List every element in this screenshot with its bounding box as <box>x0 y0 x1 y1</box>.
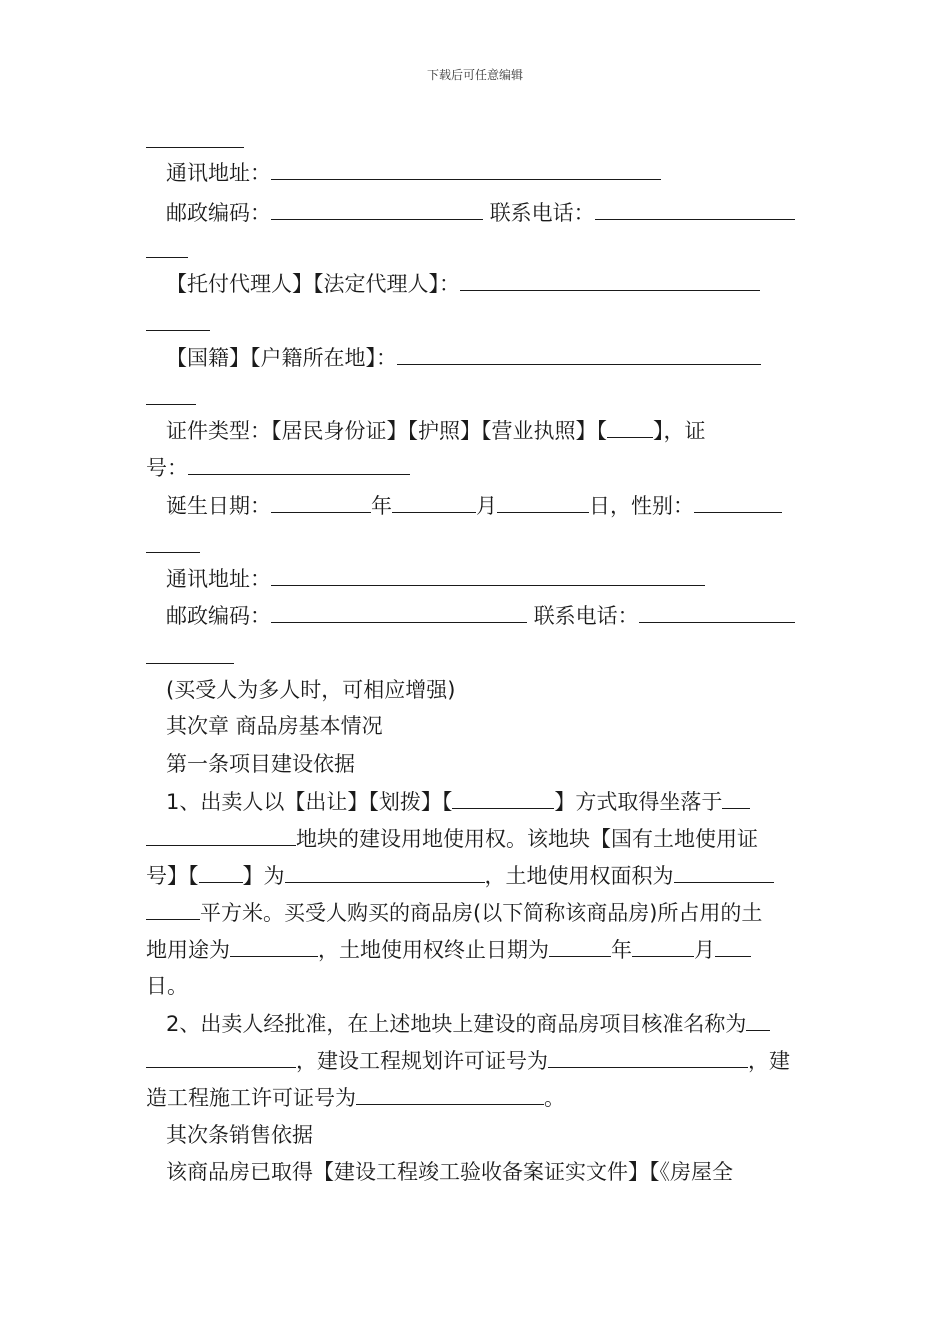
address-line-2 <box>146 563 805 593</box>
clause-text: ，建设工程规划许可证号为 <box>296 1049 548 1073</box>
month-label: 月 <box>476 494 497 518</box>
nationality-line <box>146 342 805 372</box>
gender-label: 日，性别： <box>589 494 694 518</box>
blank <box>146 125 244 148</box>
blank-line <box>146 308 805 338</box>
id-number-line <box>146 452 805 482</box>
blank-line <box>146 530 805 560</box>
clause-text: ，土地使用权终止日期为 <box>318 938 549 962</box>
clause-1-line-2 <box>146 823 805 853</box>
buyer-note: (买受人为多人时，可相应增强) <box>166 678 456 702</box>
id-type-tail: 】，证 <box>653 419 706 443</box>
id-number-blank <box>188 452 410 475</box>
agent-label: 【托付代理人】【法定代理人】： <box>166 272 460 296</box>
address-line <box>146 157 805 187</box>
clause-text: 号】【 <box>146 864 199 888</box>
article-2-heading: 其次条销售依据 <box>166 1123 313 1147</box>
cert-type-blank <box>199 860 243 883</box>
blank <box>146 308 210 331</box>
planning-permit-blank <box>548 1045 748 1068</box>
location-blank <box>722 786 750 809</box>
blank <box>146 641 234 664</box>
clause-2-line-3 <box>146 1082 805 1112</box>
postal-phone-line <box>146 197 805 227</box>
clause-text: 】方式取得坐落于 <box>554 790 723 814</box>
clause-2-line-2 <box>146 1045 805 1075</box>
area-blank <box>146 897 200 920</box>
postal-label: 邮政编码： <box>166 201 271 225</box>
clause-text: 平方米。买受人购买的商品房(以下简称该商品房)所占用的土 <box>200 901 763 925</box>
blank <box>146 235 188 258</box>
address-blank <box>271 563 705 586</box>
chapter-heading: 其次章 商品房基本情况 <box>166 714 383 738</box>
clause-text: 地块的建设用地使用权。该地块【国有土地使用证 <box>296 827 758 851</box>
clause-text: 】为 <box>242 864 285 888</box>
nationality-label: 【国籍】【户籍所在地】： <box>166 346 397 370</box>
birth-year-blank <box>271 490 371 513</box>
construction-permit-blank <box>356 1082 544 1105</box>
blank <box>146 382 196 405</box>
agent-line <box>146 268 805 298</box>
address-label: 通讯地址： <box>166 161 271 185</box>
postal-label: 邮政编码： <box>166 604 271 628</box>
phone-label: 联系电话： <box>489 201 595 225</box>
clause-text: 。 <box>544 1086 565 1110</box>
clause-text: 年 <box>611 938 632 962</box>
phone-blank <box>639 600 795 623</box>
blank-line <box>146 125 805 155</box>
birth-month-blank <box>392 490 476 513</box>
address-label: 通讯地址： <box>166 567 271 591</box>
blank-line <box>146 235 805 265</box>
address-blank <box>271 157 661 180</box>
clause-text: 地用途为 <box>146 938 230 962</box>
clause-text: 1、出卖人以【出让】【划拨】【 <box>166 790 453 814</box>
nationality-blank <box>397 342 761 365</box>
birth-gender-line <box>146 490 805 520</box>
phone-label: 联系电话： <box>533 604 639 628</box>
end-day-blank <box>715 934 751 957</box>
phone-blank <box>595 197 795 220</box>
project-name-blank <box>146 1045 296 1068</box>
end-year-blank <box>549 934 611 957</box>
clause-1-line-6: 日。 <box>146 974 188 998</box>
land-use-blank <box>230 934 318 957</box>
clause-1-line-5 <box>146 934 805 964</box>
clause-1-line-3 <box>146 860 805 890</box>
article-1-heading: 第一条项目建设依据 <box>166 752 355 776</box>
postal-phone-line-2 <box>146 600 805 630</box>
project-name-blank <box>746 1008 770 1031</box>
birth-label: 诞生日期： <box>166 494 271 518</box>
clause-text: 2、出卖人经批准，在上述地块上建设的商品房项目核准名称为 <box>166 1012 747 1036</box>
gender-blank <box>694 490 782 513</box>
agent-blank <box>460 268 760 291</box>
postal-blank <box>271 600 527 623</box>
end-month-blank <box>632 934 694 957</box>
clause-2-line-1 <box>146 1008 805 1038</box>
id-type-line <box>146 415 805 445</box>
postal-blank <box>271 197 483 220</box>
id-number-label: 号： <box>146 456 188 480</box>
blank-line <box>146 382 805 412</box>
clause-text: 造工程施工许可证号为 <box>146 1086 356 1110</box>
birth-day-blank <box>497 490 589 513</box>
id-type-label: 证件类型：【居民身份证】【护照】【营业执照】【 <box>166 419 607 443</box>
clause-1-line-1 <box>146 786 805 816</box>
clause-text: ，土地使用权面积为 <box>484 864 674 888</box>
page-header: 下载后可任意编辑 <box>426 68 523 82</box>
clause-text: ，建 <box>748 1049 790 1073</box>
clause-1-line-4 <box>146 897 805 927</box>
blank <box>146 530 200 553</box>
location-blank <box>146 823 296 846</box>
clause-text: 月 <box>694 938 715 962</box>
cert-number-blank <box>285 860 485 883</box>
year-label: 年 <box>371 494 392 518</box>
id-type-blank <box>607 415 653 438</box>
sales-basis-line: 该商品房已取得【建设工程竣工验收备案证实文件】【《房屋全 <box>166 1160 733 1184</box>
area-blank <box>674 860 774 883</box>
blank-line <box>146 641 805 671</box>
method-blank <box>452 786 554 809</box>
